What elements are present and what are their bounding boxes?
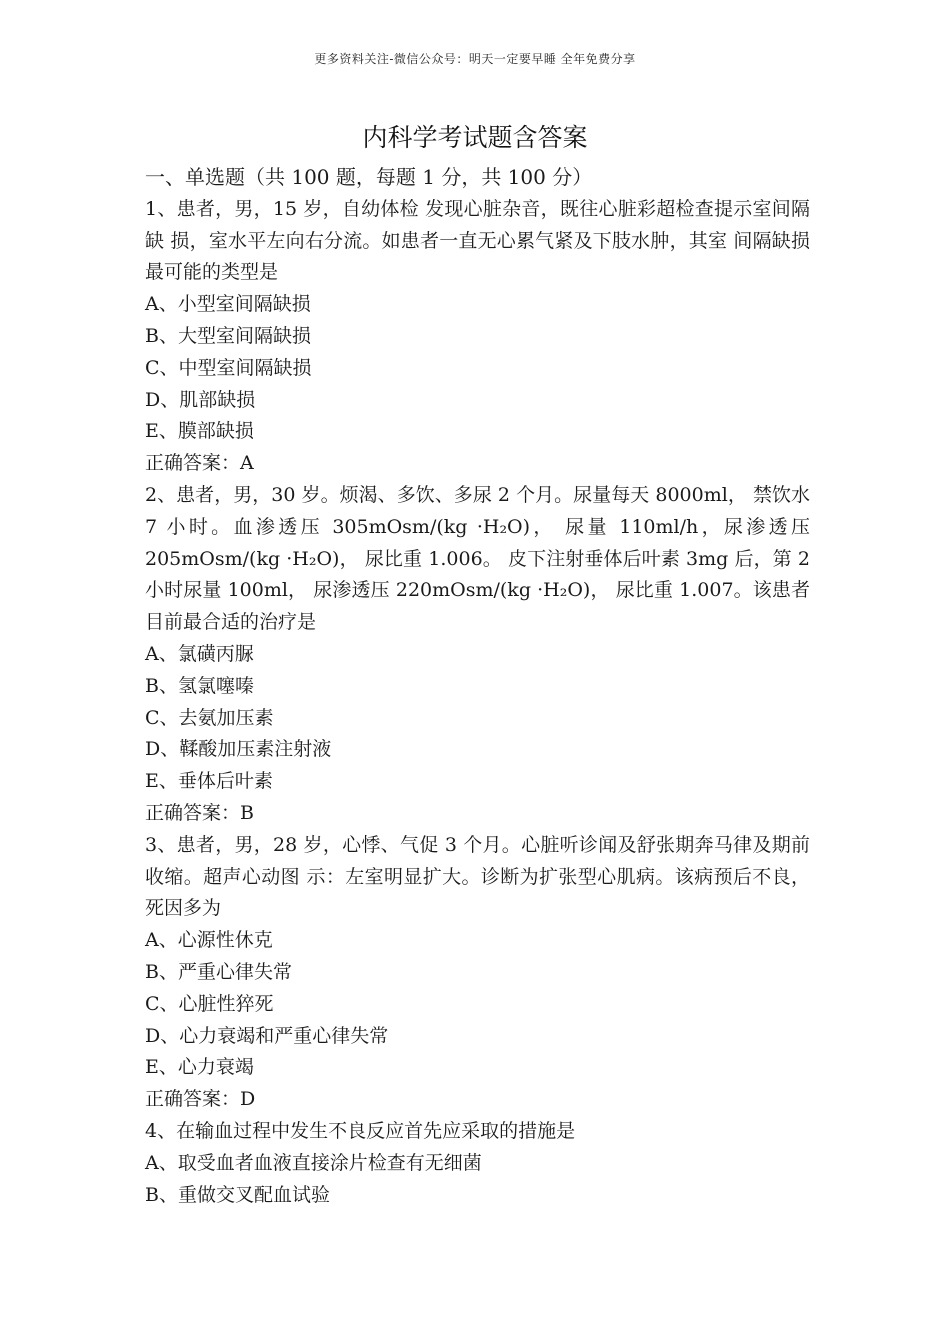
option-c: C、心脏性猝死 <box>145 992 274 1015</box>
question-stem: 1、患者，男，15 岁，自幼体检 发现心脏杂音，既往心脏彩超检查提示室间隔缺 损，室水平左向右分流。如患者一直无心累气紧及下肢水肿，其室 间隔缺损最可能的类型是 <box>145 197 810 284</box>
question-stem: 4、在输血过程中发生不良反应首先应采取的措施是 <box>145 1119 576 1142</box>
option-d: D、心力衰竭和严重心律失常 <box>145 1024 389 1047</box>
option-c: C、中型室间隔缺损 <box>145 356 312 379</box>
option-c: C、去氨加压素 <box>145 706 274 729</box>
question-4 <box>145 1116 810 1211</box>
correct-answer: 正确答案：A <box>145 452 254 475</box>
option-a: A、小型室间隔缺损 <box>145 293 311 316</box>
option-a: A、氯磺丙脲 <box>145 642 254 665</box>
option-b: B、氢氯噻嗪 <box>145 674 254 697</box>
question-1 <box>145 194 810 480</box>
question-stem: 3、患者，男，28 岁，心悸、气促 3 个月。心脏听诊闻及舒张期奔马律及期前收缩。超声心动图 示：左室明显扩大。诊断为扩张型心肌病。该病预后不良，死因多为 <box>145 833 810 920</box>
page-header: 更多资料关注-微信公众号：明天一定要早睡 全年免费分享 <box>314 52 636 66</box>
option-e: E、膜部缺损 <box>145 420 254 443</box>
option-b: B、大型室间隔缺损 <box>145 324 311 347</box>
option-a: A、心源性休克 <box>145 929 273 952</box>
option-b: B、重做交叉配血试验 <box>145 1183 330 1206</box>
question-stem: 2、患者，男，30 岁。烦渴、多饮、多尿 2 个月。尿量每天 8000ml， 禁饮水 7 小时。血渗透压 305mOsm/(kg ·H₂O)， 尿量 110ml/h，尿渗透压 205mOsm/(kg ·H₂O)， 尿比重 1.006。 皮下注射垂体后叶素 3mg 后，第 2 小时尿量 100ml， 尿渗透压 220mOsm/(kg ·H₂O)， 尿比重 1.007。该患者目前最合适的治疗是 <box>145 483 810 634</box>
option-d: D、肌部缺损 <box>145 388 256 411</box>
question-2 <box>145 480 810 830</box>
correct-answer: 正确答案：B <box>145 801 254 824</box>
correct-answer: 正确答案：D <box>145 1088 256 1111</box>
option-b: B、严重心律失常 <box>145 960 292 983</box>
question-3 <box>145 830 810 1116</box>
option-e: E、垂体后叶素 <box>145 770 273 793</box>
section-heading: 一、单选题（共 100 题，每题 1 分，共 100 分） <box>145 165 593 189</box>
option-d: D、鞣酸加压素注射液 <box>145 738 332 761</box>
document-body <box>145 162 810 1211</box>
option-e: E、心力衰竭 <box>145 1056 254 1079</box>
option-a: A、取受血者血液直接涂片检查有无细菌 <box>145 1151 482 1174</box>
document-title: 内科学考试题含答案 <box>362 123 588 152</box>
